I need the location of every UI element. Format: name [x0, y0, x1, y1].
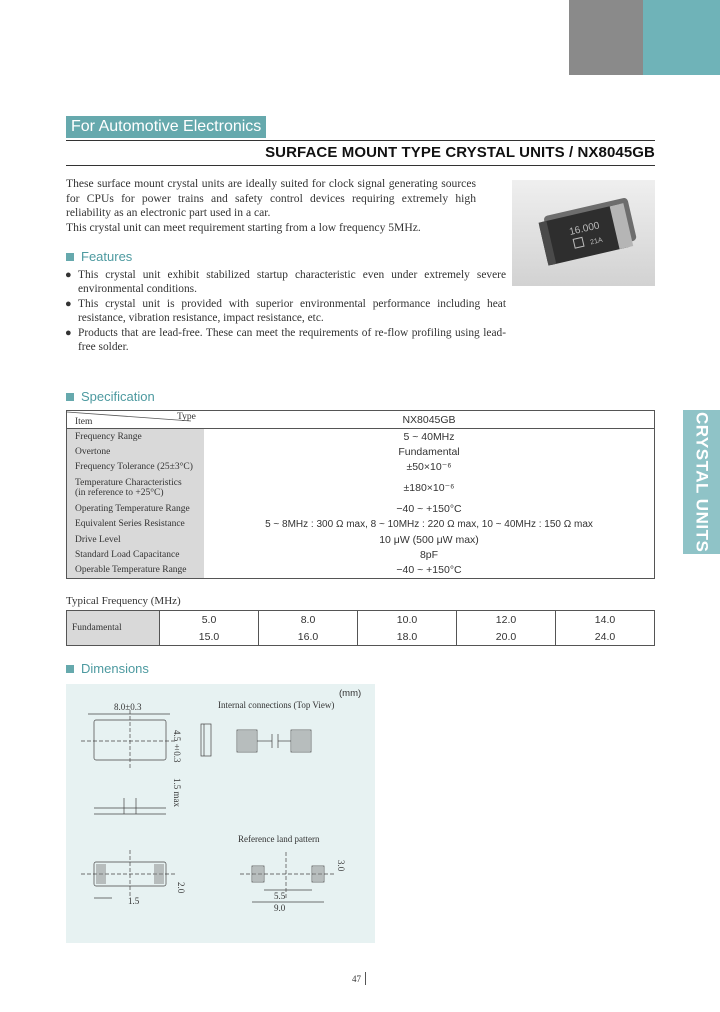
dim-land-height-label: 3.0	[336, 860, 346, 872]
header-item-type-cell	[67, 411, 204, 428]
row-label: Frequency Tolerance (25±3°C)	[67, 460, 204, 475]
table-row	[67, 460, 654, 475]
freq-cell: 8.0	[300, 613, 316, 626]
features-heading-label: Features	[81, 249, 133, 264]
row-label: Drive Level	[67, 532, 204, 547]
freq-column	[456, 611, 555, 645]
table-row	[67, 532, 654, 547]
bullet-icon: ●	[65, 326, 72, 339]
freq-cell: 10.0	[396, 613, 418, 626]
intro-paragraph-2: This crystal unit can meet requirement starting from a low frequency 5MHz.	[66, 220, 421, 234]
page-number-bar	[365, 972, 366, 985]
list-item	[64, 326, 506, 355]
internal-connections-label: Internal connections (Top View)	[218, 700, 335, 710]
feature-text: This crystal unit exhibit stabilized startup characteristic even under extremely severe environmental conditions.	[78, 269, 506, 296]
title-rule-top	[66, 140, 655, 141]
table-row	[67, 501, 654, 516]
row-label: Operable Temperature Range	[67, 563, 204, 578]
page-title: SURFACE MOUNT TYPE CRYSTAL UNITS / NX8045GB	[265, 144, 655, 161]
category-banner: For Automotive Electronics	[66, 116, 266, 138]
feature-text: Products that are lead-free. These can meet the requirements of re-flow profiling using lead-free solder.	[78, 326, 506, 354]
freq-cell: 20.0	[495, 630, 517, 643]
header-type-label: Type	[177, 412, 196, 422]
square-bullet-icon	[66, 393, 74, 401]
row-value: Fundamental	[398, 446, 460, 459]
freq-cell: 15.0	[198, 630, 220, 643]
dim-length-label: 8.0±0.3	[114, 702, 142, 712]
bullet-icon: ●	[65, 297, 72, 310]
freq-column	[159, 611, 258, 645]
product-photo	[512, 180, 655, 286]
square-bullet-icon	[66, 253, 74, 261]
row-label: Operating Temperature Range	[67, 501, 204, 516]
row-label: Frequency Range	[67, 429, 204, 444]
dimension-lines	[66, 684, 375, 943]
header-item-label: Item	[75, 417, 93, 427]
row-label: Overtone	[67, 444, 204, 459]
table-row	[67, 444, 654, 459]
freq-cell: 16.0	[297, 630, 319, 643]
row-value: −40 ~ +150°C	[396, 564, 462, 577]
freq-cell: 5.0	[201, 613, 217, 626]
dimensions-heading-label: Dimensions	[81, 661, 149, 676]
freq-cell: 12.0	[495, 613, 517, 626]
row-label: Standard Load Capacitance	[67, 547, 204, 562]
row-value: ±180×10⁻⁶	[403, 482, 455, 495]
title-rule-bottom	[66, 165, 655, 166]
feature-text: This crystal unit is provided with superior environmental performance including heat resistance, vibration resistance, impact resistance, etc.	[78, 297, 506, 325]
photo-marking-1: 16.000	[568, 220, 601, 238]
table-row	[67, 563, 654, 578]
list-item	[64, 297, 506, 326]
dimensions-heading	[66, 661, 149, 677]
freq-cell: 14.0	[594, 613, 616, 626]
freq-column	[555, 611, 654, 645]
header-teal-block	[643, 0, 720, 75]
table-row	[67, 517, 654, 532]
bullet-icon: ●	[65, 269, 72, 281]
row-value: 5 ~ 40MHz	[403, 430, 455, 443]
list-item	[64, 268, 506, 297]
row-value: −40 ~ +150°C	[396, 502, 462, 515]
row-value: 5 ~ 8MHz : 300 Ω max, 8 ~ 10MHz : 220 Ω max, 10 ~ 40MHz : 150 Ω max	[265, 518, 593, 530]
row-value: 8pF	[419, 549, 439, 562]
table-row	[67, 547, 654, 562]
page-number: 47	[352, 974, 361, 984]
dim-pad-label: 1.5	[128, 896, 140, 906]
features-heading	[66, 249, 132, 265]
photo-marking-2: 21A	[589, 236, 604, 247]
unit-label: (mm)	[339, 688, 362, 699]
freq-cell: 18.0	[396, 630, 418, 643]
header-gray-block	[569, 0, 643, 75]
freq-column	[357, 611, 456, 645]
table-header-row	[67, 411, 654, 429]
reference-land-label: Reference land pattern	[238, 834, 320, 844]
row-label-sub: (in reference to +25°C)	[75, 488, 164, 499]
dimensions-drawing	[66, 684, 375, 943]
freq-row-label: Fundamental	[67, 611, 159, 645]
spec-table	[66, 410, 655, 579]
dim-land-outer-label: 9.0	[274, 903, 286, 913]
features-list	[64, 268, 506, 354]
typical-frequency-caption: Typical Frequency (MHz)	[66, 595, 181, 607]
spec-heading	[66, 389, 155, 405]
row-label: Temperature Characteristics	[75, 478, 182, 489]
row-label-two-line	[67, 475, 204, 501]
square-bullet-icon	[66, 665, 74, 673]
intro-text	[66, 177, 476, 235]
freq-column	[258, 611, 357, 645]
spec-heading-label: Specification	[81, 389, 155, 404]
table-row	[67, 429, 654, 444]
dim-pad-height-label: 2.0	[176, 882, 186, 894]
header-model: NX8045GB	[402, 413, 456, 426]
table-row	[67, 475, 654, 501]
row-label: Equivalent Series Resistance	[67, 517, 204, 532]
row-value: ±50×10⁻⁶	[406, 461, 452, 474]
typical-frequency-table	[66, 610, 655, 646]
intro-paragraph: These surface mount crystal units are ideally suited for clock signal generating sources for CPUs for power trains and safety control devices requiring extremely high reliability as an electronic part used in a car.	[66, 177, 476, 220]
dim-width-label: 4.5±0.3	[172, 730, 182, 763]
side-tab-label: CRYSTAL UNITS	[692, 411, 712, 553]
freq-cell: 24.0	[594, 630, 616, 643]
dim-land-inner-label: 5.5	[274, 891, 286, 901]
row-value: 10 μW (500 μW max)	[379, 533, 479, 546]
dim-height-label: 1.5 max	[172, 778, 182, 807]
